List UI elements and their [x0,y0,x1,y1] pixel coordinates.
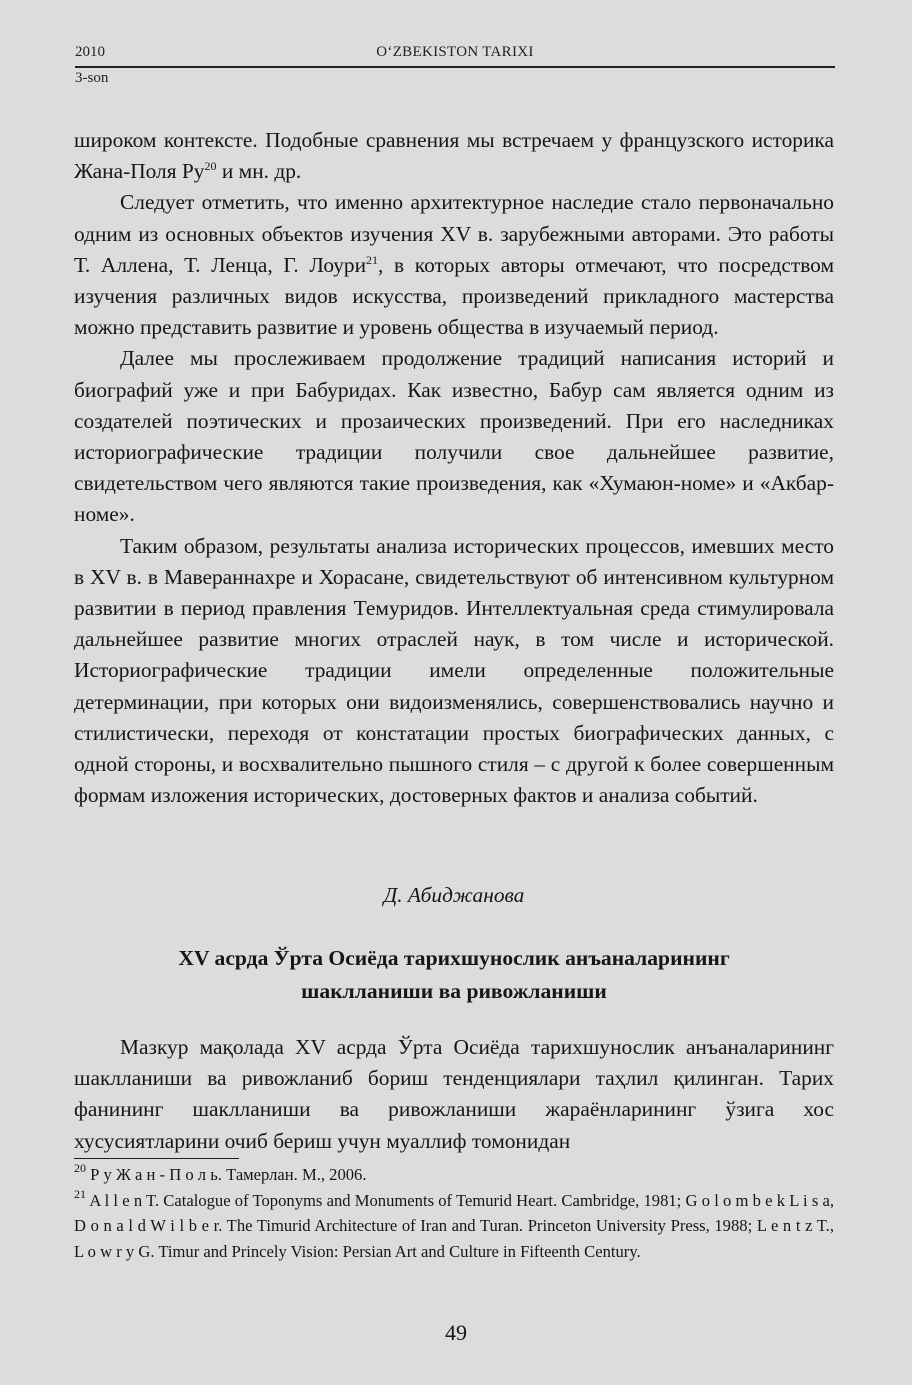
footnote-21: $^{21}$ A l l e n T. Catalogue of Toponyms and Monuments of Temurid Heart. Cambridge, 1981; G o l o m b e k L i s a, D o n a l d W i l b e r. The Timurid Architecture of Iran and Turan. Princeton University Press, 1988; L e n t z T., L o w r y G. Timur and Princely Vision: Persian Art and Culture in Fifteenth Century. [74,1186,835,1261]
article-body [74,125,834,811]
paragraph-1: широком контексте. Подобные сравнения мы встречаем у французского историка Жана-Поля $Ру^{20}$ и мн. др. [74,128,834,184]
footnote-ref-20: 20 [204,159,217,174]
header-journal-title: O‘ZBEKISTON TARIXI [376,44,534,60]
header-issue: 3-son [75,70,109,86]
article-abstract [74,1032,834,1157]
title-line-2: шаклланиши ва ривожланиши [301,979,607,1003]
paragraph-3: Далее мы прослеживаем продолжение традиций написания историй и биографий уже и при Бабуридах. Как известно, Бабур сам является одним из создателей поэтических и прозаических произведений. При его наследниках историографические традиции получили свое дальнейшее развитие, свидетельством чего являются такие произведения, как «Хумаюн-номе» и «Акбар-номе». [74,346,834,527]
header-rule [75,66,835,68]
footnotes [74,1162,834,1264]
title-line-1: XV асрда Ўрта Осиёда тарихшунослик анъаналарининг [178,946,730,970]
abstract-text: Мазкур мақолада XV асрда Ўрта Осиёда тарихшунослик анъаналарининг шаклланиши ва ривожланиб бориш тенденциялари таҳлил қилинган. Тарих фанининг шаклланиши ва ривожланиши жараёнларининг ўзига хос хусусиятларини очиб бериш учун муаллиф томонидан [74,1035,834,1153]
page-number: 49 [445,1320,467,1345]
footnote-rule [74,1158,239,1159]
paragraph-2: Следует отметить, что именно архитектурное наследие стало первоначально одним из основных объектов изучения XV в. зарубежными авторами. Это работы Т. Аллена, Т. Ленца, Г. Лоури$^{21}$, в которых авторы отмечают, что посредством изучения различных видов искусства, произведений прикладного мастерства можно представить развитие и уровень общества в изучаемый период. [74,190,834,340]
footnote-20: $^{20}$ Р у Ж а н - П о л ь. Тамерлан. М., 2006. [74,1161,367,1184]
article-author: Д. Абиджанова [383,883,525,907]
header-year: 2010 [75,44,105,60]
article-title [74,942,834,1008]
paragraph-4: Таким образом, результаты анализа исторических процессов, имевших место в XV в. в Мавераннахре и Хорасане, свидетельствуют об интенсивном культурном развитии в период правления Темуридов. Интеллектуальная среда стимулировала дальнейшее развитие многих отраслей наук, в том числе и исторической. Историографические традиции имели определенные положительные детерминации, при которых они видоизменялись, совершенствовались научно и стилистически, переходя от констатации простых биографических данных, с одной стороны, и восхвалительно пышного стиля – с другой к более совершенным формам изложения исторических, достоверных фактов и анализа событий. [74,533,834,808]
footnote-ref-21: 21 [366,252,379,267]
